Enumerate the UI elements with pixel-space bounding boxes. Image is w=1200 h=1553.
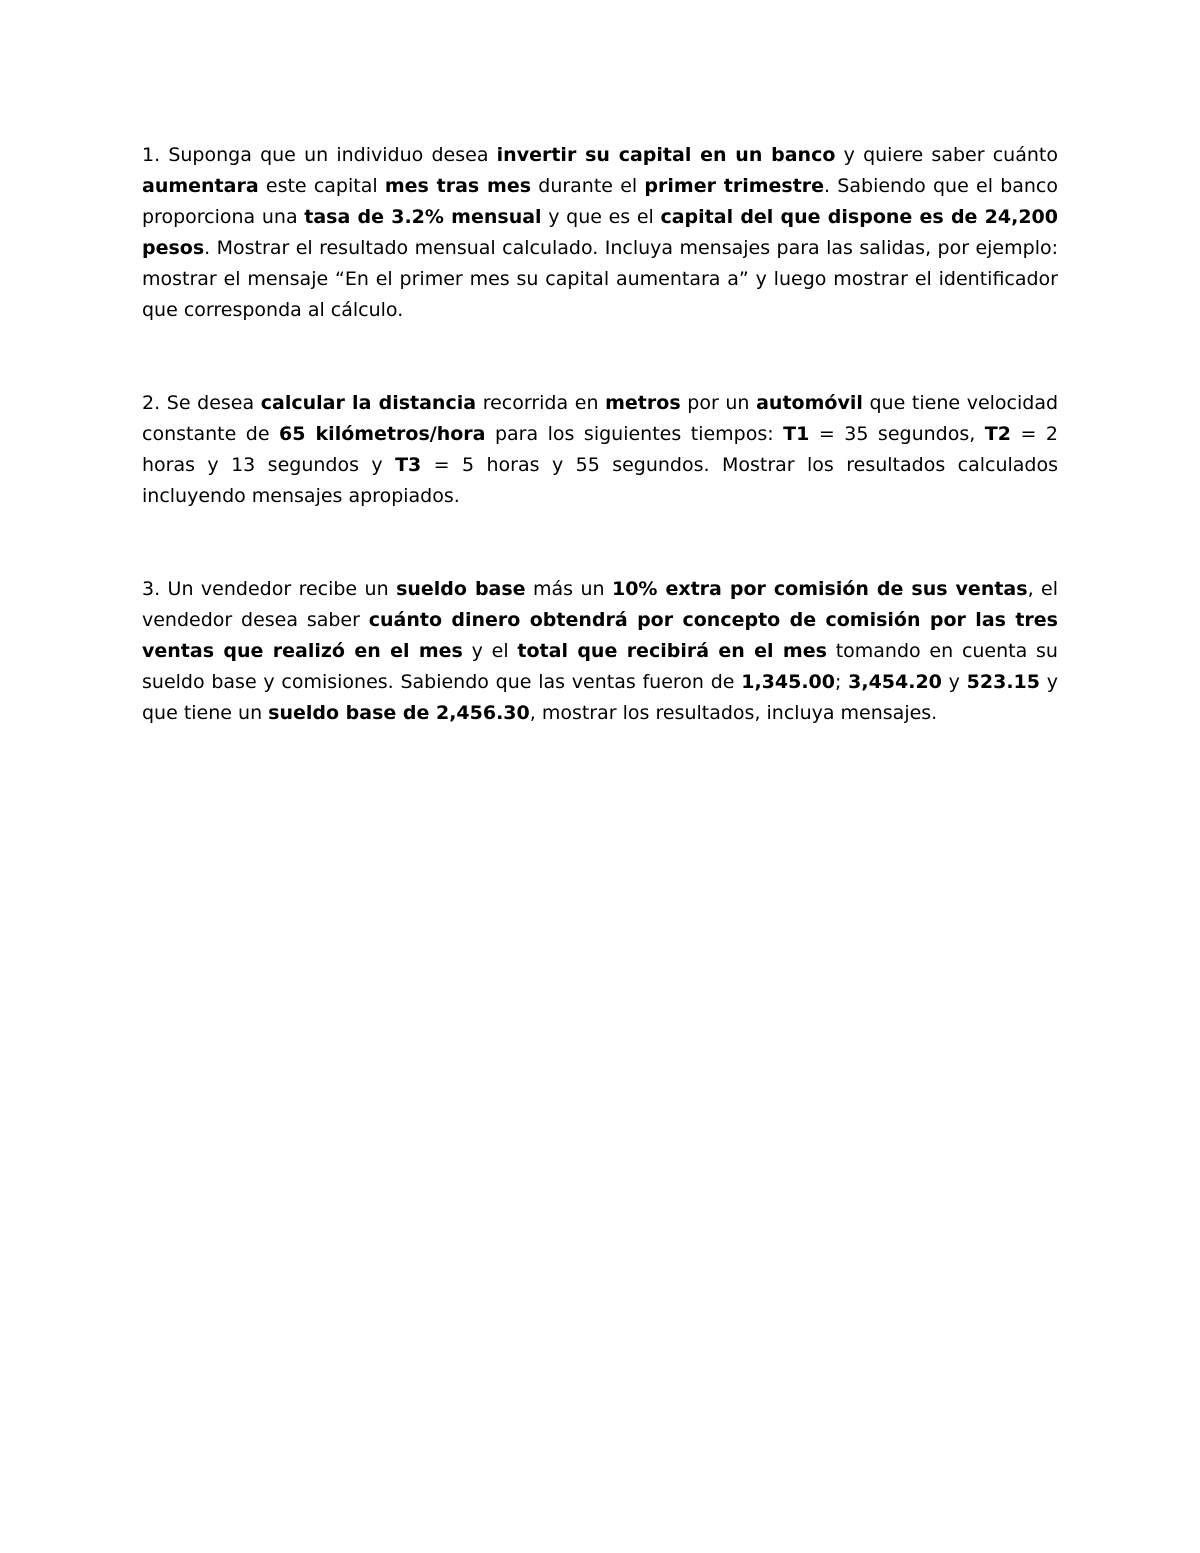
bold-text-segment: total que recibirá en el mes [517, 640, 827, 662]
text-segment: por un [680, 392, 757, 414]
bold-text-segment: T2 [984, 423, 1011, 445]
text-segment: durante el [531, 175, 645, 197]
text-segment: y quiere saber cuánto [835, 144, 1058, 166]
text-segment: 3. Un vendedor recibe un [142, 578, 397, 600]
text-segment: . Mostrar el resultado mensual calculado. Incluya mensajes para las salidas, por ejemplo: mostrar el mensaje “En el primer mes su capital aumentara a” y luego mostrar el identificador que corresponda al cálculo. [142, 237, 1058, 321]
problem-2 [142, 388, 1058, 512]
text-segment: este capital [258, 175, 385, 197]
text-segment: y que es el [541, 206, 661, 228]
bold-text-segment: tasa de 3.2% mensual [304, 206, 542, 228]
problem-3 [142, 574, 1058, 729]
bold-text-segment: 65 kilómetros/hora [279, 423, 486, 445]
text-segment: . Sabiendo que el banco proporciona una [142, 175, 1059, 228]
bold-text-segment: invertir su capital en un banco [496, 144, 836, 166]
bold-text-segment: 10% extra por comisión de sus ventas [611, 578, 1028, 600]
document-body [142, 140, 1058, 729]
text-segment: y [941, 671, 967, 693]
text-segment: 1. Suponga que un individuo desea [142, 144, 497, 166]
problem-1 [142, 140, 1058, 326]
text-segment: = 2 horas y 13 segundos y [142, 423, 1058, 476]
text-segment: para los siguientes tiempos: [485, 423, 784, 445]
bold-text-segment: mes tras mes [384, 175, 532, 197]
text-segment: que tiene velocidad constante de [142, 392, 1059, 445]
bold-text-segment: metros [605, 392, 681, 414]
text-segment: y que tiene un [142, 671, 1058, 724]
bold-text-segment: 1,345.00 [741, 671, 835, 693]
bold-text-segment: cuánto dinero obtendrá por concepto de comisión por las tres ventas que realizó en el mes [142, 609, 1058, 662]
bold-text-segment: primer trimestre [644, 175, 825, 197]
text-segment: = 35 segundos, [809, 423, 985, 445]
bold-text-segment: calcular la distancia [260, 392, 477, 414]
text-segment: , mostrar los resultados, incluya mensajes. [529, 702, 938, 724]
text-segment: , el vendedor desea saber [142, 578, 1058, 631]
bold-text-segment: aumentara [142, 175, 259, 197]
bold-text-segment: capital del que dispone es de 24,200 pesos [142, 206, 1058, 259]
text-segment: recorrida en [476, 392, 606, 414]
text-segment: más un [525, 578, 612, 600]
bold-text-segment: 3,454.20 [848, 671, 942, 693]
bold-text-segment: sueldo base de 2,456.30 [268, 702, 530, 724]
bold-text-segment: T1 [783, 423, 810, 445]
text-segment: 2. Se desea [142, 392, 261, 414]
bold-text-segment: 523.15 [966, 671, 1040, 693]
bold-text-segment: sueldo base [396, 578, 526, 600]
text-segment: tomando en cuenta su sueldo base y comisiones. Sabiendo que las ventas fueron de [142, 640, 1058, 693]
text-segment: = 5 horas y 55 segundos. Mostrar los resultados calculados incluyendo mensajes apropiados. [142, 454, 1058, 507]
bold-text-segment: automóvil [756, 392, 863, 414]
bold-text-segment: T3 [395, 454, 422, 476]
text-segment: y el [462, 640, 518, 662]
text-segment: ; [834, 671, 849, 693]
